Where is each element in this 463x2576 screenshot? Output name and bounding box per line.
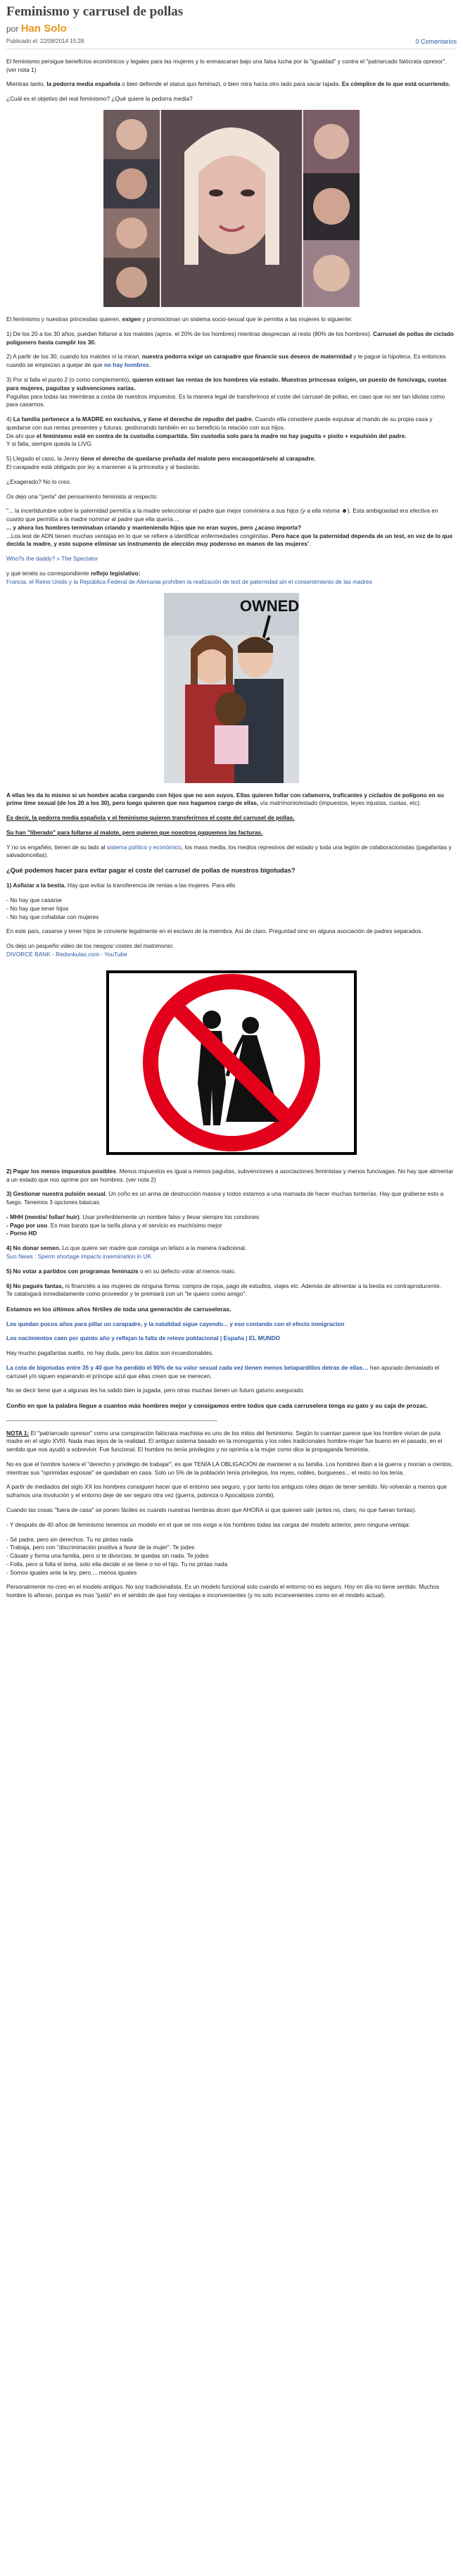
note-1-par-6: Personalmente no creo en el modelo antiguo. No soy tradicionalista. Es un modelo funcional solo cuando el entorno no es seguro. Hoy en día no tiene sentido. Muchos hombre lo añoran, porque es mas "justo" en el sentido de que hoy ventajas e inconvenientes (y no solo inconvenientes como en el modelo actual). <box>6 1583 440 1599</box>
paragraph-confio: Confío en que la palabra llegue a cuantos más hombres mejor y consigamos entre todos que cada carruselera tenga su gato y su caja de prozac. <box>6 1402 429 1410</box>
blog-post <box>6 0 457 1620</box>
list-item: - Sé padre, pero sin derechos. Tu no pintas nada <box>6 1535 133 1543</box>
reflejo-paragraph: y qué tenéis su correspondiente reflejo legislativo: Francia, el Reino Unido y la República Federal de Alemania prohíben la realización de test de paternidad sin el consentimiento de las madres <box>6 570 372 585</box>
list-item: - Pago por uso. Es mas barato que la tarifa plana y el servicio es muchísimo mejor <box>6 1221 222 1229</box>
note-1-par-2: No es que el hombre tuviera el "derecho y privilegio de trabajar", es que TENÍA LA OBLIGACIÓN de mantener a su familia. Los hombres iban a la guerra y morían a cientos, mientras sus "oprimidas esposas" se quedaban en casa. Solo un 5% de la población tenía privilegios, los reyes, nobles, burgueses... el resto no los tenía. <box>6 1460 453 1476</box>
by-prefix: por <box>6 23 21 34</box>
note-1-par-3: A partir de mediados del siglo XX los hombres consiguen hacer que el entorno sea seguro, y por tanto los antiguos roles dejan de tener sentido. No volverán a menos que suframos una involución y el entorno deje de ser seguro otra vez (guerra, pobreza o Apocalipsis zombi). <box>6 1483 447 1499</box>
emoji-icon: ☻ <box>339 507 348 515</box>
comments-link[interactable]: 0 Comentarios <box>415 38 457 46</box>
no-marriage-sign-icon <box>106 970 357 1155</box>
list-item: - Trabaja, pero con "discriminación positiva a favor de la mujer". Te jodes <box>6 1544 195 1551</box>
no-marriage-image <box>6 970 457 1155</box>
paragraph-este-pais: En este país, casarse y tener hijos te convierte legalmente en el esclavo de la miembra. Así de claro. Preguntad sino en alguna asociación de padres separados. <box>6 927 423 935</box>
paragraph-exigen: El feminismo y nuestras princesitas quieren, exigen y promocionan un sistema socio-sexual que le permita a las mujeres lo siguiente: <box>6 315 353 323</box>
answer-1: 1) Asfixiar a la bestia. Hay que evitar la transferencia de rentas a las mujeres. Para ello <box>6 882 236 889</box>
paragraph-cota: La cota de bigotudas entre 35 y 40 que ha perdido el 90% de su valor sexual cada vez tienen menos betapardillos detras de ellas… han apurado demasiado el carrusel y/o siguen esperando el príncipe azul que ellas creen que se merecen. <box>6 1363 440 1380</box>
list-item: - Folla, pero si folla el tema, solo ella decide si se tiene o no el hijo. Tu no pintas nada <box>6 1560 228 1568</box>
paragraph-video: Os dejo un pequeño video de los riesgos/ costes del matrimonio: DIVORCE BANK - Redonkulas.com - YouTube <box>6 942 174 958</box>
post-meta <box>6 36 457 49</box>
exagerado: ¿Exagerado? No lo creo. <box>6 477 72 485</box>
list-item: - Somos iguales ante la ley, pero.... menos iguales <box>6 1568 137 1576</box>
link-el-mundo[interactable]: Los nacimientos caen por quinto año y reflejan la falta de relevo poblacional | España | EL MUNDO <box>6 1334 280 1342</box>
question-heading: ¿Qué podemos hacer para evitar pagar el coste del carrusel de pollas de nuestros bigotudas? <box>6 867 296 875</box>
published-date: Publicado el: 22/08/2014 15:28 <box>6 38 84 45</box>
point-2: 2) A partir de los 30, cuando los malotes ni la miran, nuestra pedorra exige un carapadre que financie sus deseos de maternidad y le pague la hipoteca. Es entonces cuando se empiezan a quejar de que no hay hombres. <box>6 353 446 369</box>
list-item: - Porno HD <box>6 1230 37 1237</box>
intro-paragraph-2: Mientras tanto, la pedorra media española o bien defiende el status quo feminazi, o bien mira hacia otro lado para sacar tajada. Es cómplice de lo que está ocurriendo. <box>6 80 450 88</box>
owned-image <box>6 593 457 783</box>
feminist-quote: "... la incertidumbre sobre la paternidad permitía a la madre seleccionar el padre que mejor conviniera a sus hijos (y a ella misma ☻). Esta ambigüedad era efectiva en cuanto que permitía a la madre nominar al padre que ella quería.... ... y ahora los hombres terminaban criando y manteniendo hijos que no eran suyos, pero ¿acaso importa? ...Los test de ADN tienen muchas ventajas en lo que se refiere a identificar enfermedades congénitas. Pero hace que la paternidad dependa de un test, en vez de lo que decida la madre, y esto supone eliminar un instrumento de elección muy poderoso en manos de las mujeres". <box>6 507 453 548</box>
list-item: - No hay que cohabitar con mujeres <box>6 913 99 920</box>
owned-label: OWNED <box>239 596 299 615</box>
perla-intro: Os dejo una "perla" del pensamiento feminista al respecto: <box>6 492 158 500</box>
list-cargas <box>6 1536 457 1577</box>
list-opciones <box>6 1213 457 1238</box>
link-divorce-bank[interactable]: DIVORCE BANK - Redonkulas.com - YouTube <box>6 951 127 958</box>
paragraph-pagafantas: Hay mucho pagafantas suelto, no hay duda, pero los datos son incuestionables. <box>6 1349 214 1357</box>
list-item: - MHH (mentis/ follar/ huir). Usar preferiblemente un nombre falso y llevar siempre los condones <box>6 1213 260 1220</box>
list-item: - No hay que tener hijos <box>6 904 69 912</box>
list-no-hay-que <box>6 896 457 921</box>
answer-3: 3) Gestionar nuestra pulsión sexual. Un coño es un arma de destrucción masiva y todos estamos a una mamada de hacer muchas tonterías. Hay que graberse esto a fuego. Tenemos 3 opciones básicas: <box>6 1190 444 1206</box>
paragraph-quedan: Les quedan pocos años para pillar un carapadre, y la natalidad sigue cayendo... y eso contando con el efecto inmigracion <box>6 1320 345 1327</box>
answer-4: 4) No donar semen. Lo que quiere ser madre que consiga un lefazo a la manera tradicional. Sun News : Sperm shortage impacts insemination in UK <box>6 1244 247 1261</box>
point-1: 1) De los 20 a los 30 años, puedan follarse a los malotes (aprox. el 20% de los hombres) mientras desprecian al resto (80% de los hombres). Carrusel de pollas de ciclado poligonero hasta cumplir los 30. <box>6 330 454 346</box>
paragraph-no-os-engaeis: Y no os engañéis, tienen de su lado al sistema político y económico, los mass media, los medios represivos del estado y toda una legión de colaboracionistas (pagafantas y salvadoncellas). <box>6 843 452 859</box>
paragraph-es-decir: Es decir, la pedorra media española y el feminismo quieren transferirnos el coste del carrusel de pollas. <box>6 814 295 822</box>
paragraph-liberado: Su han "liberado" para follarse al malote, pero quieren que nosotros paguemos las facturas. <box>6 828 263 836</box>
link-whos-the-daddy[interactable]: Who?s the daddy? » The Spectator <box>6 555 99 563</box>
paragraph-ellas: A ellas les da lo mismo si un hombre acaba cargando con hijos que no son suyos. Ellas quieren follar con rafamorra, traficantes y ciclados de polígono en su prime time sexual (de los 20 a los 30), pero luego quieren que nos hagamos cargo de ellas, vía matrimonio/estado (impuestos, leyes injustas, cuotas, etc). <box>6 791 444 807</box>
answer-6: 6) No pagués fantas, ni financiéis a las mujeres de ninguna forma: compra de ropa, pago de estudios, viajes etc. Además de alimentar a la bestia es contraproducente. Te catalogará inmediatamente como proveedor y te premiará con un "te quiero como amigo". <box>6 1282 441 1298</box>
list-item: - No hay que casarse <box>6 896 62 904</box>
collage-image <box>6 110 457 307</box>
point-5: 5) Llegado el caso, la Jenny tiene el derecho de quedarse preñada del malote pero encasquetárselo al carapadre. El carapadre está obligado por ley a mantener a la princesita y al bastardo. <box>6 455 316 470</box>
note-1-par-4: Cuando las cosas "fuera de casa" se ponen fáciles es cuando nuestras hembras dicen que AHORA si que quieren salir (antes no, claro, no que fueran tontas). <box>6 1506 417 1513</box>
divider <box>6 1420 217 1421</box>
post-byline <box>6 21 457 36</box>
note-1-par-5: - Y después de 40 años de feminismo tenemos un modelo en el que se nos exige a los hombres todas las cargas del modelo anterior, pero ninguna ventaja: <box>6 1520 410 1528</box>
list-item: - Cásate y forma una familia, pero si te divorcias; te quedas sin nada. Te jodes <box>6 1552 209 1560</box>
paragraph-no-se: No se decir tiene que a algunas les ha salido bien la jugada, pero otras muchas tienen un futuro gatuno asegurado. <box>6 1387 305 1394</box>
author-link[interactable]: Han Solo <box>20 22 67 35</box>
answer-5: 5) No votar a partidos con programas feminazis o en su defecto votar al menos malo. <box>6 1267 236 1275</box>
owned-photo <box>164 593 299 783</box>
link-sistema-politico[interactable]: sistema político y económico <box>106 843 182 851</box>
point-3: 3) Por si falla el punto 2 (o como complemento), quieren extraer las rentas de los hombres vía estado. Muestras princesas exigen, un puesto de funcivaga, cuotas para mujeres, paguitas y subvenciones varias. Paguitas para todas las miembras a costa de nuestros impuestos. Es la manera legal de transferirnos el coste del carrusel de pollas, en caso que no ser tan idiotas como para casarnos. <box>6 375 447 408</box>
paragraph-ultimos: Estamos en los últimos años fértiles de toda una generación de carruseleras. <box>6 1306 231 1313</box>
point-4: 4) La familia pertenece a la MADRE en exclusiva, y tiene el derecho de repudio del padre. Cuando ella considere puede expulsar al mando de su propia casa y quedarse con sus rentas presentes y futuras. gestionando también en su beneficio la relación con sus hijos. De ahí que el feminismo esté en contra de la custodia compartida. Sin custodia solo para la madre no hay paguita + pisito + expulsión del padre. Y si falla, siempre queda la LIVG. <box>6 415 433 448</box>
post-title: Feminismo y carrusel de pollas <box>6 4 184 19</box>
link-sun-news[interactable]: Sun News : Sperm shortage impacts insemination in UK <box>6 1253 152 1261</box>
answer-2: 2) Pagar los menos impuestos posibles. Menos impuestos es igual a menos paguitas, subvenciones a asociaciones feministas y menos funcivagas. No hay que alimentar a un estado que nos oprime por ser hombres. (ver nota 2) <box>6 1167 454 1183</box>
intro-paragraph-1: El feminismo persigue beneficios económicos y legales para las mujeres y lo enmascaran bajo una falsa lucha por la "igualdad" y contra el "patriarcado falócrata opresor". (ver nota 1) <box>6 57 447 73</box>
collage-photos <box>103 110 360 307</box>
note-1: NOTA 1: El "patriarcado opresor" como una conspiración falócrata machista es uno de los mitos del feminismo. Según lo cuentan parece que los hombre vivían de puta madre en el siglo XVIII. Nada mas lejos de la realidad. El antiguo sistema basado en la monogamia y los roles tradicionales hombre-mujer fue bueno en el pasado, en el sentido que nos ayudó a sobrevivir. Fue funcional. El hombre no tenía privilegios y no oprimía a la mujer como dice la propaganda feminista. <box>6 1429 443 1453</box>
intro-paragraph-3: ¿Cuál es el objetivo del real feminismo? ¿Qué quiere la pedorra media? <box>6 95 193 103</box>
link-paternity-law[interactable]: Francia, el Reino Unido y la República Federal de Alemania prohíben la realización de test de paternidad sin el consentimiento de las madres <box>6 577 372 585</box>
